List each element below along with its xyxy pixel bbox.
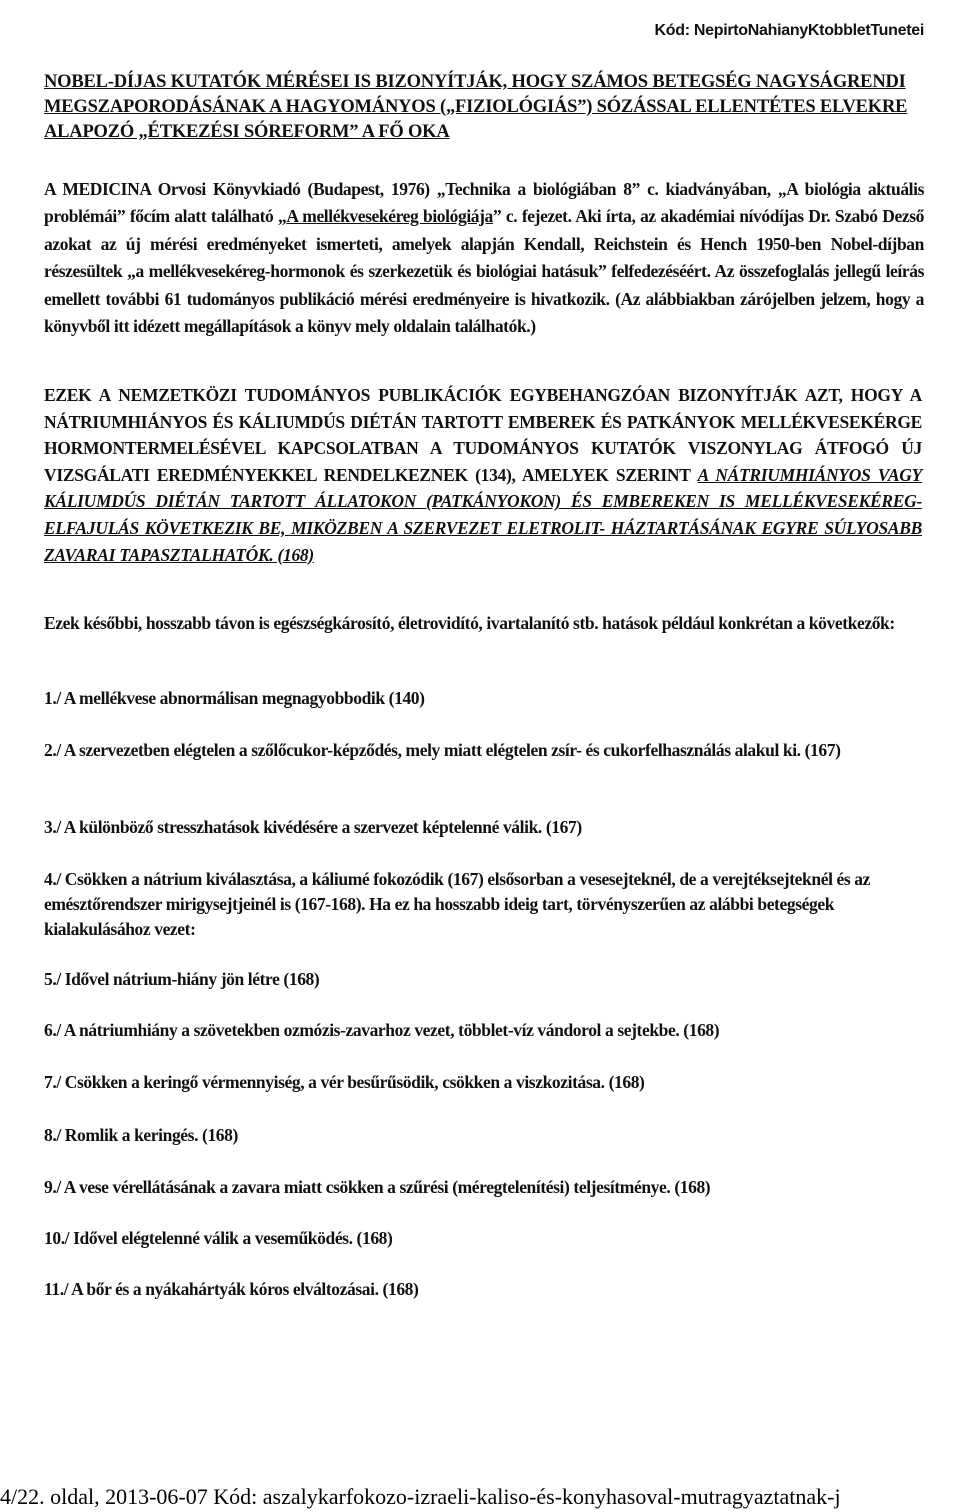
caps-text: EZEK A NEMZETKÖZI TUDOMÁNYOS PUBLIKÁCIÓK EGYBEHANGZÓAN BIZONYÍTJÁK AZT, HOGY A NÁTRIUMHIÁNYOS ÉS KÁLIUMDÚS DIÉTÁN TARTOTT EMBEREK ÉS PATKÁNYOK MELLÉKVESEKÉRGE HORMONTERMELÉSÉVEL KAPCSOLATBAN A TUDOMÁNYOS KUTATÓK VISZONYLAG ÁTFOGÓ ÚJ VIZSGÁLATI EREDMÉNYEKKEL RENDELKEZNEK (134), AMELYEK SZERINT (44, 385, 922, 485)
list-item: 3./ A különböző stresszhatások kivédésére a szervezet képtelenné válik. (167) (44, 817, 582, 837)
intro-paragraph (44, 176, 924, 340)
list-item: 8./ Romlik a keringés. (168) (44, 1125, 238, 1145)
list-item: 10./ Idővel elégtelenné válik a veseműködés. (168) (44, 1228, 393, 1248)
intro-text-1: A MEDICINA Orvosi Könyvkiadó (Budapest, 1976) „Technika a biológiában 8” c. kiadványában, „A biológia aktuális problémái” főcím alatt található „ (44, 179, 924, 227)
list-item: 7./ Csökken a keringő vérmennyiség, a vér besűrűsödik, csökken a viszkozitása. (168) (44, 1072, 645, 1092)
list-item: 1./ A mellékvese abnormálisan megnagyobbodik (140) (44, 688, 425, 708)
list-item: 11./ A bőr és a nyákahártyák kóros elváltozásai. (168) (44, 1279, 419, 1299)
list-item: 2./ A szervezetben elégtelen a szőlőcukor-képződés, mely miatt elégtelen zsír- és cukorfelhasználás alakul ki. (167) (44, 740, 841, 760)
page-footer: 4/22. oldal, 2013-06-07 Kód: aszalykarfokozo-izraeli-kaliso-és-konyhasoval-mutragyaztatnak-j (0, 1484, 841, 1509)
list-item: 5./ Idővel nátrium-hiány jön létre (168) (44, 969, 320, 989)
list-item: 4./ Csökken a nátrium kiválasztása, a káliumé fokozódik (167) elsősorban a vesesejteknél, de a verejtéksejteknél és az emésztőrendszer mirigysejtjeinél is (167-168). Ha ez ha hosszabb ideig tart, törvényszerűen az alábbi betegségek kialakulásához vezet: (44, 869, 870, 939)
lead-paragraph: Ezek későbbi, hosszabb távon is egészségkárosító, életrovidító, ivartalanító stb. hatások például konkrétan a következők: (44, 613, 895, 633)
caps-emphasis: A NÁTRIUMHIÁNYOS VAGY KÁLIUMDÚS DIÉTÁN TARTOTT ÁLLATOKON (PATKÁNYOKON) ÉS EMBEREKEN IS MELLÉKVESEKÉREG-ELFAJULÁS KÖVETKEZIK BE, MIKÖZBEN A SZERVEZET ELETROLIT- HÁZTARTÁSÁNAK EGYRE SÚLYOSABB ZAVARAI TAPASZTALHATÓK. (168) (44, 464, 922, 565)
list-item: 9./ A vese vérellátásának a zavara miatt csökken a szűrési (méregtelenítési) teljesítménye. (168) (44, 1177, 711, 1197)
intro-text-2: ” c. fejezet. Aki írta, az akadémiai nívódíjas Dr. Szabó Dezső azokat az új mérési eredményeket ismerteti, amelyek alapján Kendall, Reichstein és Hench 1950-ben Nobel-díjban részesültek „a mellékvesekéreg-hormonok és szerkezetük és biológiai hatásuk” felfedezéséért. Az összefoglalás jellegű leírás emellett további 61 tudományos publikáció mérési eredményeire is hivatkozik. (Az alábbiakban zárójelben jelzem, hogy a könyvből itt idézett megállapítások a könyv mely oldalain találhatók.) (44, 206, 924, 337)
document-code: Kód: NepirtoNahianyKtobbletTunetei (654, 22, 924, 39)
document-title: NOBEL-DÍJAS KUTATÓK MÉRÉSEI IS BIZONYÍTJÁK, HOGY SZÁMOS BETEGSÉG NAGYSÁGRENDI MEGSZAPORODÁSÁNAK A HAGYOMÁNYOS („FIZIOLÓGIÁS”) SÓZÁSSAL ELLENTÉTES ELVEKRE ALAPOZÓ „ÉTKEZÉSI SÓREFORM” A FŐ OKA (44, 72, 908, 142)
list-item: 6./ A nátriumhiány a szövetekben ozmózis-zavarhoz vezet, többlet-víz vándorol a sejtekbe. (168) (44, 1020, 720, 1040)
intro-underlined-chapter: A mellékvesekéreg biológiája (286, 206, 493, 227)
caps-paragraph (44, 382, 922, 568)
